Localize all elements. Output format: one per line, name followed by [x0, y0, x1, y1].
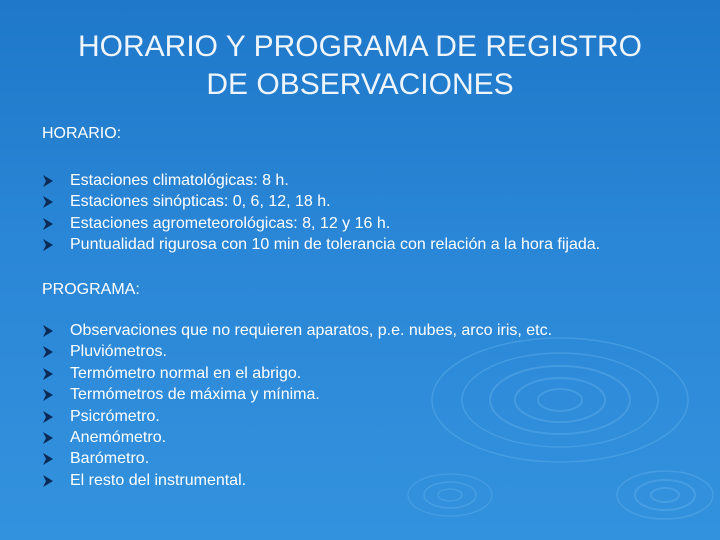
- programa-item: [42, 363, 552, 384]
- programa-item: [42, 406, 552, 427]
- programa-item-text: El resto del instrumental.: [70, 471, 247, 489]
- arrowhead-bullet-icon: [42, 411, 54, 423]
- programa-list: [42, 320, 552, 491]
- arrowhead-bullet-icon: [42, 196, 54, 208]
- programa-item-text: Termómetros de máxima y mínima.: [70, 386, 320, 404]
- arrowhead-bullet-icon: [42, 175, 54, 187]
- arrowhead-bullet-icon: [42, 368, 54, 380]
- slide-title-line-2: DE OBSERVACIONES: [206, 68, 514, 101]
- arrowhead-bullet-icon: [42, 475, 54, 487]
- programa-item-text: Termómetro normal en el abrigo.: [70, 364, 302, 382]
- slide-title-line-1: HORARIO Y PROGRAMA DE REGISTRO: [78, 30, 642, 63]
- horario-item-text: Estaciones sinópticas: 0, 6, 12, 18 h.: [70, 193, 331, 211]
- arrowhead-bullet-icon: [42, 453, 54, 465]
- programa-item: [42, 341, 552, 362]
- arrowhead-bullet-icon: [42, 218, 54, 230]
- programa-item-text: Anemómetro.: [70, 429, 167, 447]
- horario-heading: HORARIO:: [42, 125, 122, 142]
- arrowhead-bullet-icon: [42, 432, 54, 444]
- programa-item: [42, 320, 552, 341]
- horario-item: [42, 170, 600, 191]
- arrowhead-bullet-icon: [42, 325, 54, 337]
- slide-title: [0, 28, 720, 104]
- arrowhead-bullet-icon: [42, 389, 54, 401]
- arrowhead-bullet-icon: [42, 239, 54, 251]
- horario-item-text: Estaciones agrometeorológicas: 8, 12 y 16 h.: [70, 214, 391, 232]
- arrowhead-bullet-icon: [42, 346, 54, 358]
- programa-item: [42, 470, 552, 491]
- horario-item-text: Puntualidad rigurosa con 10 min de tolerancia con relación a la hora fijada.: [70, 236, 601, 254]
- programa-item-text: Pluviómetros.: [70, 343, 167, 361]
- programa-item-text: Psicrómetro.: [70, 407, 160, 425]
- programa-item-text: Observaciones que no requieren aparatos, p.e. nubes, arco iris, etc.: [70, 322, 553, 339]
- programa-item: [42, 384, 552, 405]
- horario-item: [42, 191, 600, 212]
- horario-item: [42, 213, 600, 234]
- horario-item-text: Estaciones climatológicas: 8 h.: [70, 172, 289, 189]
- programa-item: [42, 448, 552, 469]
- programa-heading: PROGRAMA:: [42, 281, 140, 298]
- horario-list: [42, 170, 600, 256]
- programa-item: [42, 427, 552, 448]
- programa-item-text: Barómetro.: [70, 450, 150, 468]
- horario-item: [42, 234, 600, 255]
